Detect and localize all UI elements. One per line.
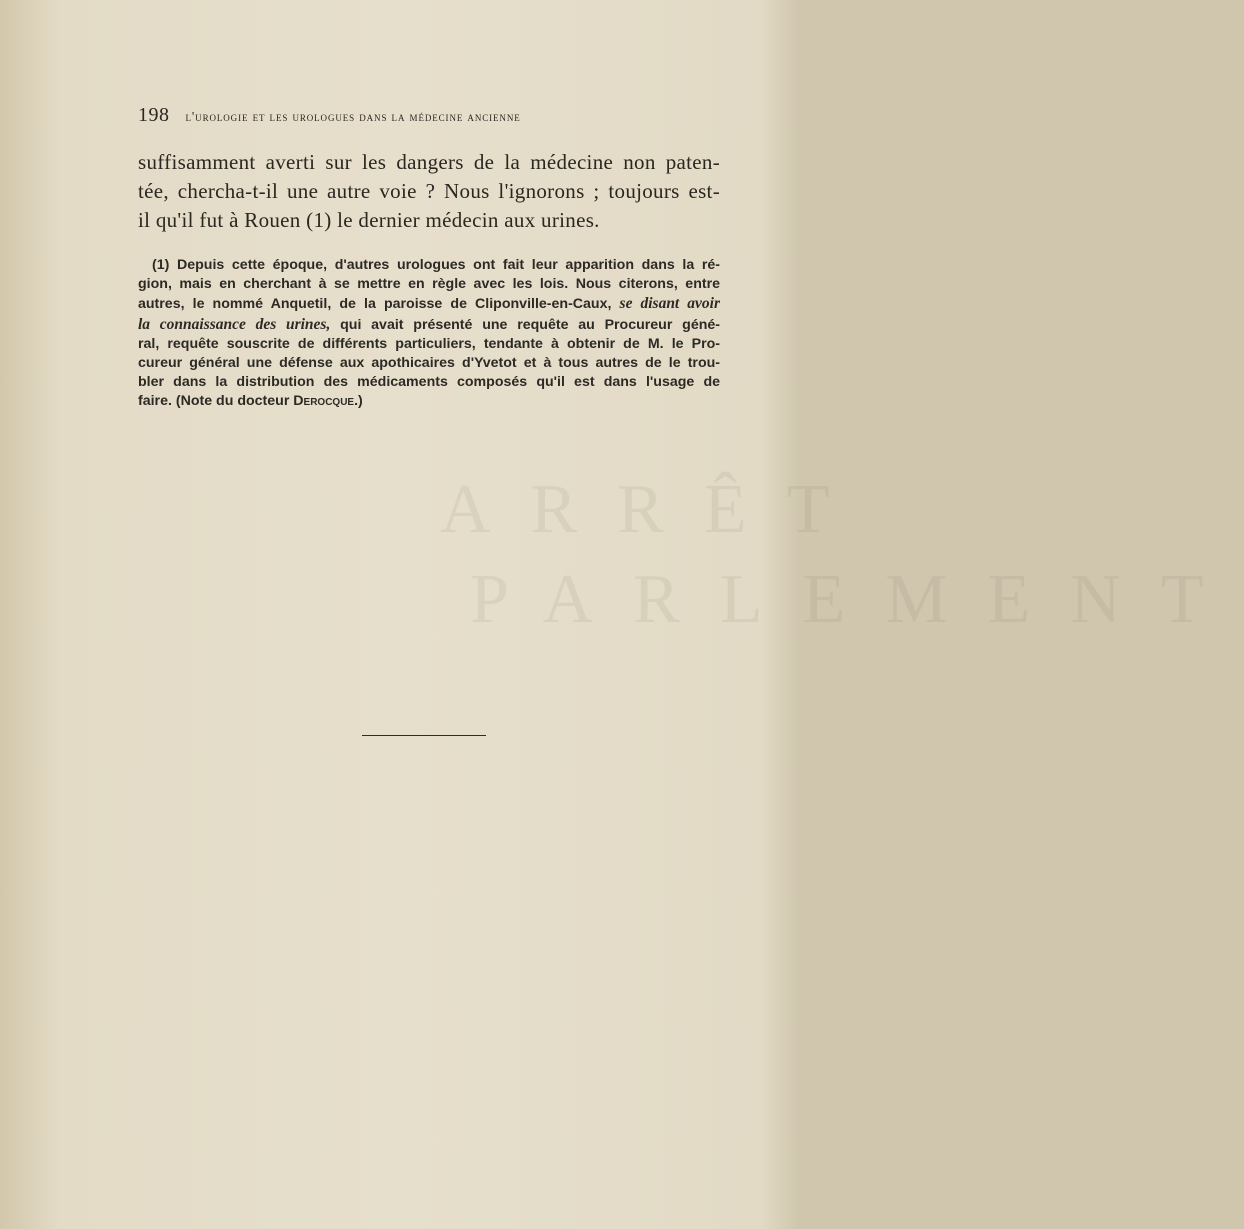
- show-through-texture: PARLEMENT: [470, 561, 1244, 638]
- running-title: l'urologie et les urologues dans la médecine ancienne: [185, 109, 521, 124]
- page-number: 198: [138, 104, 170, 126]
- footnote-line: cureur général une défense aux apothicaires d'Yvetot et à tous autres de le trou-: [138, 355, 720, 372]
- footnote: [138, 256, 720, 412]
- footnote-italic-quote: se disant avoir: [619, 295, 720, 313]
- author-name: Derocque: [293, 393, 355, 410]
- footnote-line: [138, 315, 720, 335]
- footnote-line: (1) Depuis cette époque, d'autres urologues ont fait leur apparition dans la ré-: [152, 257, 720, 273]
- footnote-text: .): [354, 393, 363, 410]
- section-end-rule: [362, 735, 486, 736]
- footnote-line: [138, 392, 720, 411]
- footnote-line: bler dans la distribution des médicaments composés qu'il est dans l'usage de: [138, 374, 720, 391]
- footnote-line: gion, mais en cherchant à se mettre en règle avec les lois. Nous citerons, entre: [138, 276, 720, 293]
- paragraph-line: tée, chercha-t-il une autre voie ? Nous l'ignorons ; toujours est-: [138, 179, 720, 203]
- footnote-text: qui avait présenté une requête au Procureur géné-: [330, 316, 720, 333]
- footnote-line: [138, 294, 720, 314]
- running-header: [138, 104, 698, 134]
- paragraph-line: suffisamment averti sur les dangers de la médecine non paten-: [138, 150, 720, 174]
- footnote-text: faire. (Note du docteur: [138, 393, 294, 410]
- footnote-line: ral, requête souscrite de différents particuliers, tendante à obtenir de M. le Pro-: [138, 335, 720, 352]
- footnote-italic-quote: la connaissance des urines,: [138, 315, 331, 333]
- show-through-texture: ARRÊT: [440, 471, 870, 548]
- main-paragraph: [138, 148, 720, 235]
- footnote-text: autres, le nommé Anquetil, de la paroisse de Cliponville-en-Caux,: [138, 296, 620, 313]
- paragraph-line: il qu'il fut à Rouen (1) le dernier médecin aux urines.: [138, 208, 600, 232]
